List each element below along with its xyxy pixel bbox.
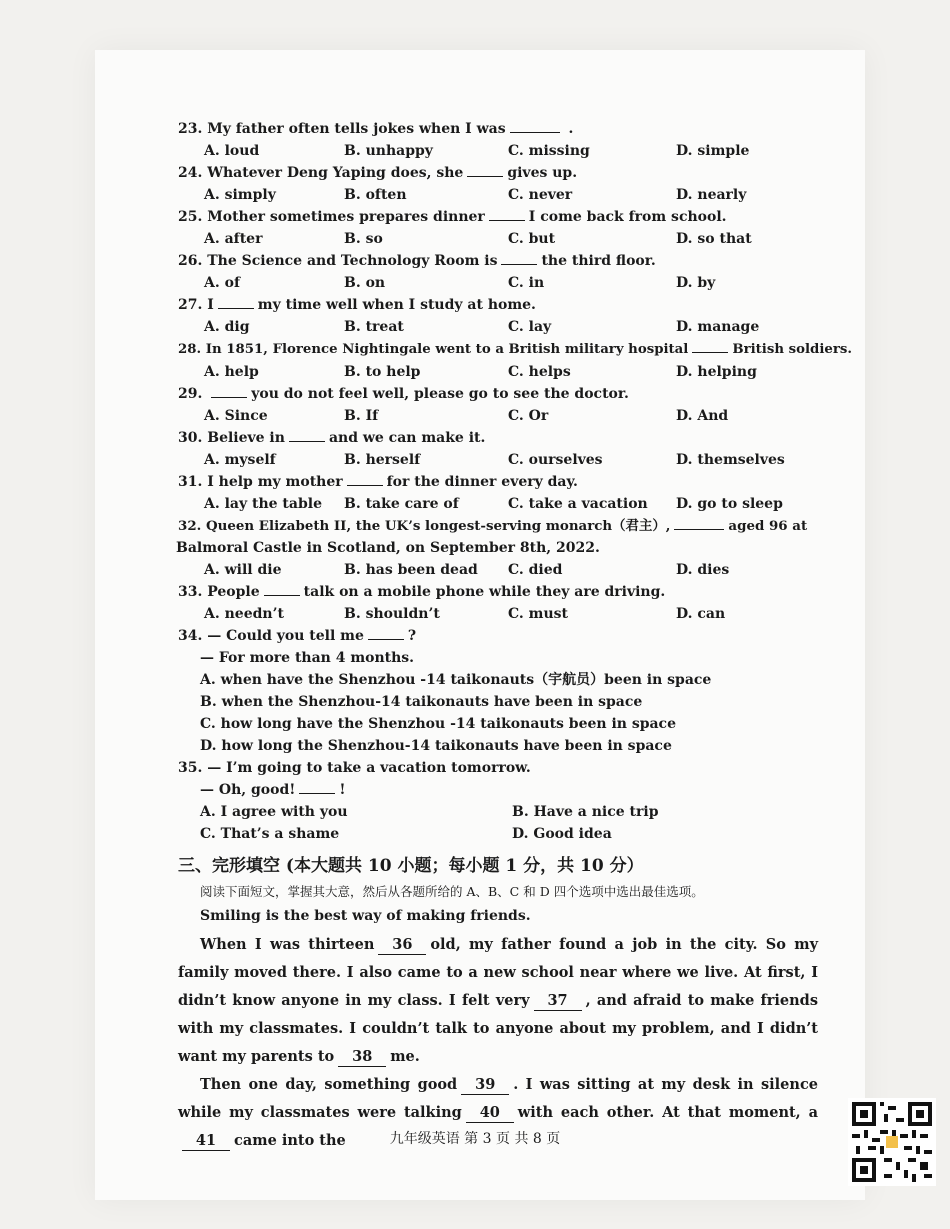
option-a: A. lay the table <box>204 496 322 512</box>
passage-text: When I was thirteen <box>200 936 375 953</box>
options-32 <box>178 559 818 581</box>
question-number: 23. <box>178 121 203 137</box>
answer-blank <box>510 118 560 133</box>
options-35-row1 <box>178 801 818 823</box>
option-b: B. on <box>344 275 386 291</box>
question-stem: Believe in <box>207 430 285 446</box>
option-b: B. so <box>344 231 383 247</box>
option-a: A. simply <box>204 187 276 203</box>
option-d: D. how long the Shenzhou-14 taikonauts have been in space <box>200 738 672 754</box>
question-26 <box>178 250 818 272</box>
question-24 <box>178 162 818 184</box>
passage-text: came into the <box>234 1132 346 1149</box>
option-b: B. If <box>344 408 379 424</box>
option-a: A. Since <box>204 408 268 424</box>
answer-blank <box>489 206 525 221</box>
question-number: 28. <box>178 342 202 357</box>
option-c: C. take a vacation <box>508 496 648 512</box>
section-instruction: 阅读下面短文，掌握其大意，然后从各题所给的 A、B、C 和 D 四个选项中选出最佳选项。 <box>200 884 704 899</box>
option-c: C. ourselves <box>508 452 603 468</box>
cloze-blank-39: 39 <box>461 1076 509 1095</box>
passage-text: Then one day, something good <box>200 1076 458 1093</box>
option-a: A. help <box>204 364 259 380</box>
option-a: A. when have the Shenzhou -14 taikonauts（宇航员）been in space <box>200 672 712 688</box>
question-stem: gives up. <box>507 165 578 181</box>
options-30 <box>178 449 818 471</box>
question-stem: . <box>568 121 574 137</box>
question-number: 31. <box>178 474 203 490</box>
question-stem: and we can make it. <box>328 430 486 446</box>
question-stem: Mother sometimes prepares dinner <box>207 209 485 225</box>
passage-text: , and afraid to make friends with my classmates. I couldn’t talk to anyone about my problem, and I didn’t want my parents to <box>178 992 818 1065</box>
option-c: C. lay <box>508 319 552 335</box>
question-stem: you do not feel well, please go to see the doctor. <box>251 386 629 402</box>
cloze-blank-40: 40 <box>466 1104 514 1123</box>
answer-blank <box>467 162 503 177</box>
exam-content <box>176 118 852 1155</box>
question-stem: — Oh, good! <box>200 782 296 798</box>
answer-blank <box>347 471 383 486</box>
option-d: D. so that <box>676 231 752 247</box>
question-number: 27. <box>178 297 203 313</box>
option-b: B. unhappy <box>344 143 433 159</box>
section-title: 三、完形填空 (本大题共 10 小题；每小题 1 分，共 10 分） <box>178 856 644 876</box>
question-stem: ! <box>339 782 346 798</box>
option-a: A. needn’t <box>204 606 284 622</box>
options-25 <box>178 228 818 250</box>
option-c: C. died <box>508 562 563 578</box>
question-stem: I help my mother <box>207 474 343 490</box>
option-c: C. how long have the Shenzhou -14 taikonauts been in space <box>200 716 676 732</box>
qr-code-icon <box>848 1098 936 1186</box>
option-a: A. loud <box>204 143 260 159</box>
question-stem: my time well when I study at home. <box>257 297 536 313</box>
option-d: D. dies <box>676 562 730 578</box>
question-stem: In 1851, Florence Nightingale went to a British military hospital <box>205 342 689 357</box>
options-31 <box>178 493 818 515</box>
answer-blank <box>674 515 724 530</box>
cloze-blank-38: 38 <box>338 1048 386 1067</box>
question-number: 25. <box>178 209 203 225</box>
question-stem: aged 96 at <box>728 518 808 534</box>
question-25 <box>178 206 818 228</box>
option-b: B. Have a nice trip <box>512 804 659 820</box>
dialogue-reply <box>178 779 818 801</box>
option-c: C. That’s a shame <box>200 826 340 842</box>
passage-text: . I was sitting at my desk in silence while my classmates were talking <box>178 1076 818 1121</box>
option-b: B. herself <box>344 452 421 468</box>
option-d: D. manage <box>676 319 760 335</box>
question-stem: 33. People <box>178 584 260 600</box>
question-27 <box>178 294 818 316</box>
question-31 <box>178 471 818 493</box>
option-c: C. must <box>508 606 568 622</box>
options-28 <box>178 361 818 383</box>
passage-text: with each other. At that moment, a <box>517 1104 818 1121</box>
answer-blank <box>692 338 728 353</box>
cloze-blank-37: 37 <box>534 992 582 1011</box>
question-29 <box>178 383 818 405</box>
question-stem: ? <box>407 628 417 644</box>
question-32-continued <box>176 537 818 559</box>
question-stem: 32. Queen Elizabeth II, the UK’s longest-serving monarch（君主）, <box>178 518 671 534</box>
question-35: 35. — I’m going to take a vacation tomorrow. <box>178 760 531 776</box>
options-35-row2 <box>178 823 818 845</box>
option-a: A. dig <box>204 319 250 335</box>
question-number: 24. <box>178 165 203 181</box>
answer-blank <box>299 779 335 794</box>
question-stem: British soldiers. <box>732 342 852 357</box>
passage-text: old, my father found a job in the city. So my family moved there. I also came to a new school near where we live. At first, I didn’t know anyone in my class. I felt very <box>178 936 818 1009</box>
option-b: B. to help <box>344 364 421 380</box>
answer-blank <box>501 250 537 265</box>
question-number: 29. <box>178 386 203 402</box>
passage-paragraph-1 <box>178 931 818 1071</box>
answer-blank <box>289 427 325 442</box>
question-23 <box>178 118 818 140</box>
option-d: D. simple <box>676 143 750 159</box>
option-d: D. And <box>676 408 729 424</box>
option-d: D. Good idea <box>512 826 612 842</box>
option-a: A. I agree with you <box>200 804 348 820</box>
option-d: D. nearly <box>676 187 747 203</box>
options-26 <box>178 272 818 294</box>
option-c: C. never <box>508 187 573 203</box>
option-c: C. but <box>508 231 556 247</box>
option-c: C. missing <box>508 143 590 159</box>
question-stem: for the dinner every day. <box>386 474 578 490</box>
options-27 <box>178 316 818 338</box>
option-a: A. of <box>204 275 240 291</box>
question-32 <box>178 515 818 537</box>
question-stem: My father often tells jokes when I was <box>207 121 506 137</box>
options-24 <box>178 184 818 206</box>
options-33 <box>178 603 818 625</box>
cloze-blank-36: 36 <box>378 936 426 955</box>
dialogue-reply: — For more than 4 months. <box>200 650 415 666</box>
option-a: A. myself <box>204 452 276 468</box>
option-b: B. shouldn’t <box>344 606 440 622</box>
question-stem: 34. — Could you tell me <box>178 628 364 644</box>
question-34 <box>178 625 818 647</box>
option-b: B. has been dead <box>344 562 478 578</box>
passage-title: Smiling is the best way of making friends. <box>200 908 531 924</box>
question-33 <box>178 581 818 603</box>
option-d: D. by <box>676 275 716 291</box>
option-b: B. when the Shenzhou-14 taikonauts have been in space <box>200 694 643 710</box>
question-stem: Whatever Deng Yaping does, she <box>207 165 464 181</box>
option-a: A. will die <box>204 562 282 578</box>
question-stem: I come back from school. <box>528 209 727 225</box>
option-d: D. themselves <box>676 452 785 468</box>
question-stem: talk on a mobile phone while they are driving. <box>303 584 666 600</box>
question-stem: I <box>207 297 214 313</box>
passage-text: me. <box>390 1048 420 1065</box>
option-d: D. go to sleep <box>676 496 783 512</box>
question-stem: The Science and Technology Room is <box>207 253 498 269</box>
answer-blank <box>218 294 254 309</box>
answer-blank <box>368 625 404 640</box>
options-23 <box>178 140 818 162</box>
option-d: D. helping <box>676 364 757 380</box>
option-a: A. after <box>204 231 263 247</box>
option-b: B. often <box>344 187 407 203</box>
answer-blank <box>211 383 247 398</box>
question-stem: the third floor. <box>541 253 656 269</box>
cloze-blank-41: 41 <box>182 1132 230 1151</box>
options-29 <box>178 405 818 427</box>
option-c: C. helps <box>508 364 571 380</box>
option-b: B. treat <box>344 319 404 335</box>
question-stem: Balmoral Castle in Scotland, on September 8th, 2022. <box>176 540 600 556</box>
option-b: B. take care of <box>344 496 459 512</box>
question-number: 30. <box>178 430 203 446</box>
option-c: C. in <box>508 275 545 291</box>
answer-blank <box>264 581 300 596</box>
option-c: C. Or <box>508 408 549 424</box>
question-30 <box>178 427 818 449</box>
question-28 <box>178 338 852 361</box>
page-footer: 九年级英语 第 3 页 共 8 页 <box>389 1131 561 1147</box>
option-d: D. can <box>676 606 726 622</box>
question-number: 26. <box>178 253 203 269</box>
